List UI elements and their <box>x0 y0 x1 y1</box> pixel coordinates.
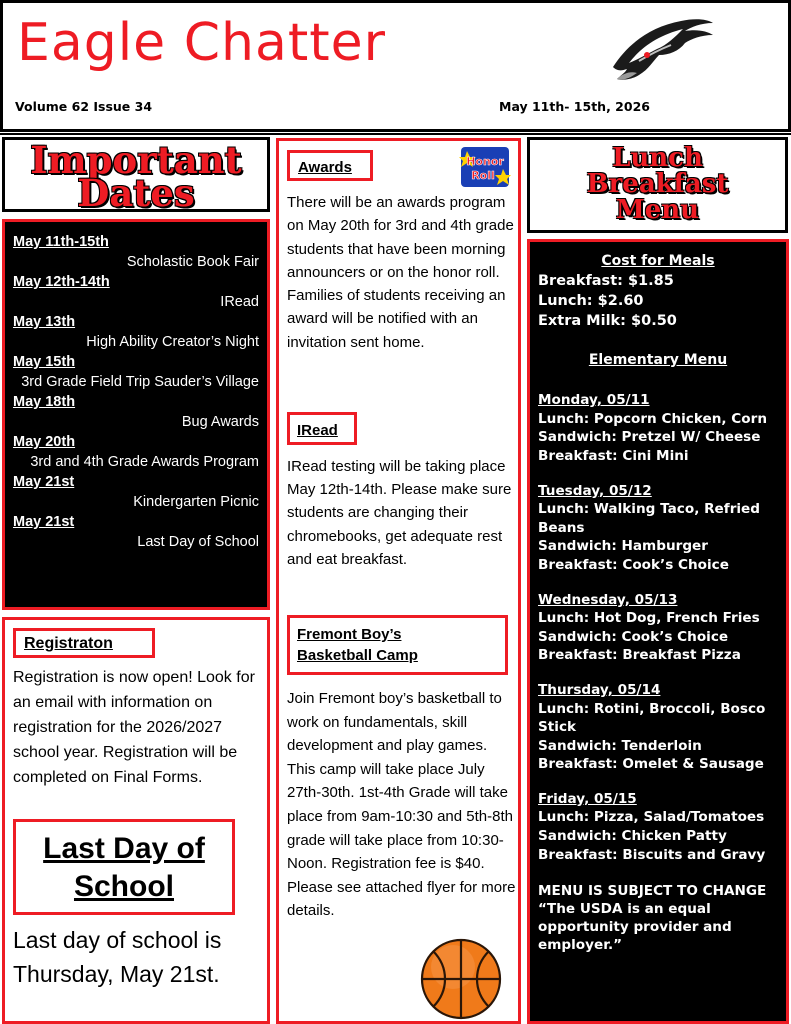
cost-line: Lunch: $2.60 <box>538 292 644 309</box>
menu-line: Breakfast: Cook’s Choice <box>538 556 729 573</box>
date-item-date: May 15th <box>13 354 76 370</box>
basketball-icon <box>419 937 503 1021</box>
header-divider <box>0 133 791 135</box>
menu-line: Breakfast: Omelet & Sausage <box>538 756 764 773</box>
important-dates-heading-box <box>2 137 270 215</box>
menu-line: Breakfast: Biscuits and Gravy <box>538 846 766 863</box>
important-dates-title-line2: Dates <box>77 171 195 215</box>
menu-line: Sandwich: Chicken Patty <box>538 828 727 845</box>
awards-text: There will be an awards program on May 20th for 3rd and 4th grade students that have been morning announcers or on the honor roll. Families of students receiving an award will be notified with an invitation sent home. <box>287 194 514 351</box>
date-item-date: May 18th <box>13 394 76 410</box>
date-item-event: 3rd Grade Field Trip Sauder’s Village <box>21 374 259 390</box>
newsletter-header <box>0 0 791 132</box>
menu-disclaimer-line1: MENU IS SUBJECT TO CHANGE <box>538 883 767 900</box>
date-item-date: May 13th <box>13 314 76 330</box>
menu-day <box>538 482 778 575</box>
date-item-event: High Ability Creator’s Night <box>86 334 259 350</box>
important-dates-title-line1: Important <box>30 138 242 182</box>
date-item <box>13 312 259 352</box>
menu-day <box>538 391 778 465</box>
awards-heading: Awards <box>287 150 373 181</box>
date-item <box>13 272 259 312</box>
cost-line: Breakfast: $1.85 <box>538 272 674 289</box>
date-item-event: Bug Awards <box>181 414 259 430</box>
news-column <box>276 138 521 1024</box>
menu-line: Sandwich: Pretzel W/ Cheese <box>538 429 761 446</box>
important-dates-list <box>2 219 270 610</box>
svg-text:Honor: Honor <box>466 155 504 168</box>
menu-line: Sandwich: Tenderloin <box>538 737 702 754</box>
svg-text:Roll: Roll <box>471 169 495 182</box>
cost-line: Extra Milk: $0.50 <box>538 312 677 329</box>
date-item <box>13 392 259 432</box>
menu-title-line3: Menu <box>615 195 700 225</box>
basketball-camp-text: Join Fremont boy’s basketball to work on fundamentals, skill development and play games. This camp will take place July 27th-30th. 1st-4th Grade will take place from 9am-10:30 and 5th-8th grade will take place from 10:30-Noon. Registration fee is $40. Please see attached flyer for more details. <box>287 690 516 920</box>
menu-line: Breakfast: Cini Mini <box>538 447 689 464</box>
menu-heading-box <box>527 137 788 233</box>
basketball-camp-heading-line2: Basketball Camp <box>297 647 418 664</box>
menu-line: Breakfast: Breakfast Pizza <box>538 647 741 664</box>
date-item <box>13 232 259 272</box>
date-item-event: IRead <box>220 294 259 310</box>
usda-statement: “The USDA is an equal opportunity provider and employer.” <box>538 901 732 954</box>
date-item-date: May 11th-15th <box>13 234 109 250</box>
date-item-event: Kindergarten Picnic <box>133 494 259 510</box>
registration-section <box>2 617 270 1024</box>
important-dates-title <box>5 138 267 215</box>
menu-day <box>538 790 778 864</box>
menu-line: Sandwich: Cook’s Choice <box>538 628 729 645</box>
date-item-date: May 12th-14th <box>13 274 110 290</box>
last-day-text: Last day of school is Thursday, May 21st. <box>13 927 222 987</box>
menu-day-title: Tuesday, 05/12 <box>538 482 652 499</box>
date-item-event: 3rd and 4th Grade Awards Program <box>30 454 259 470</box>
date-item-date: May 21st <box>13 514 75 530</box>
menu-day <box>538 681 778 774</box>
iread-text: IRead testing will be taking place May 12th-14th. Please make sure students are changing their chromebooks, get adequate rest and eat breakfast. <box>287 458 512 568</box>
date-item <box>13 352 259 392</box>
menu-line: Lunch: Pizza, Salad/Tomatoes <box>538 809 765 826</box>
registration-heading: Registraton <box>13 628 155 658</box>
cost-heading: Cost for Meals <box>601 253 715 269</box>
registration-text: Registration is now open! Look for an email with information on registration for the 2026/2027 school year. Registration will be completed on Final Forms. <box>13 669 255 786</box>
date-item-date: May 20th <box>13 434 76 450</box>
basketball-camp-heading-line1: Fremont Boy’s <box>297 626 402 643</box>
menu-line: Lunch: Rotini, Broccoli, Bosco Stick <box>538 700 766 736</box>
menu-line: Lunch: Popcorn Chicken, Corn <box>538 410 768 427</box>
lunch-menu <box>527 239 789 1024</box>
volume-issue: Volume 62 Issue 34 <box>15 99 153 114</box>
elementary-menu-heading: Elementary Menu <box>588 351 728 368</box>
menu-line: Sandwich: Hamburger <box>538 538 708 555</box>
menu-line: Lunch: Walking Taco, Refried Beans <box>538 501 761 536</box>
menu-day-title: Friday, 05/15 <box>538 790 637 807</box>
date-item <box>13 432 259 472</box>
basketball-camp-heading <box>287 615 508 675</box>
last-day-heading <box>13 819 235 915</box>
last-day-heading-line2: School <box>73 870 174 903</box>
date-item-event: Last Day of School <box>137 534 259 550</box>
menu-day-title: Thursday, 05/14 <box>538 681 661 698</box>
menu-day <box>538 591 778 665</box>
menu-day-title: Monday, 05/11 <box>538 392 650 409</box>
date-item <box>13 512 259 552</box>
menu-disclaimer <box>538 882 778 954</box>
last-day-heading-line1: Last Day of <box>43 832 205 865</box>
iread-heading: IRead <box>287 412 357 445</box>
date-item-event: Scholastic Book Fair <box>126 254 259 270</box>
menu-title-line1: Lunch <box>612 143 703 173</box>
eagle-head-icon <box>609 15 715 85</box>
date-item <box>13 472 259 512</box>
date-item-date: May 21st <box>13 474 75 490</box>
menu-line: Lunch: Hot Dog, French Fries <box>538 610 760 627</box>
honor-roll-badge-icon <box>459 145 511 189</box>
issue-date-range: May 11th- 15th, 2026 <box>499 99 650 114</box>
newsletter-title: Eagle Chatter <box>17 13 386 73</box>
menu-title-line2: Breakfast <box>586 169 729 199</box>
menu-day-title: Wednesday, 05/13 <box>538 591 678 608</box>
menu-title <box>530 140 785 223</box>
